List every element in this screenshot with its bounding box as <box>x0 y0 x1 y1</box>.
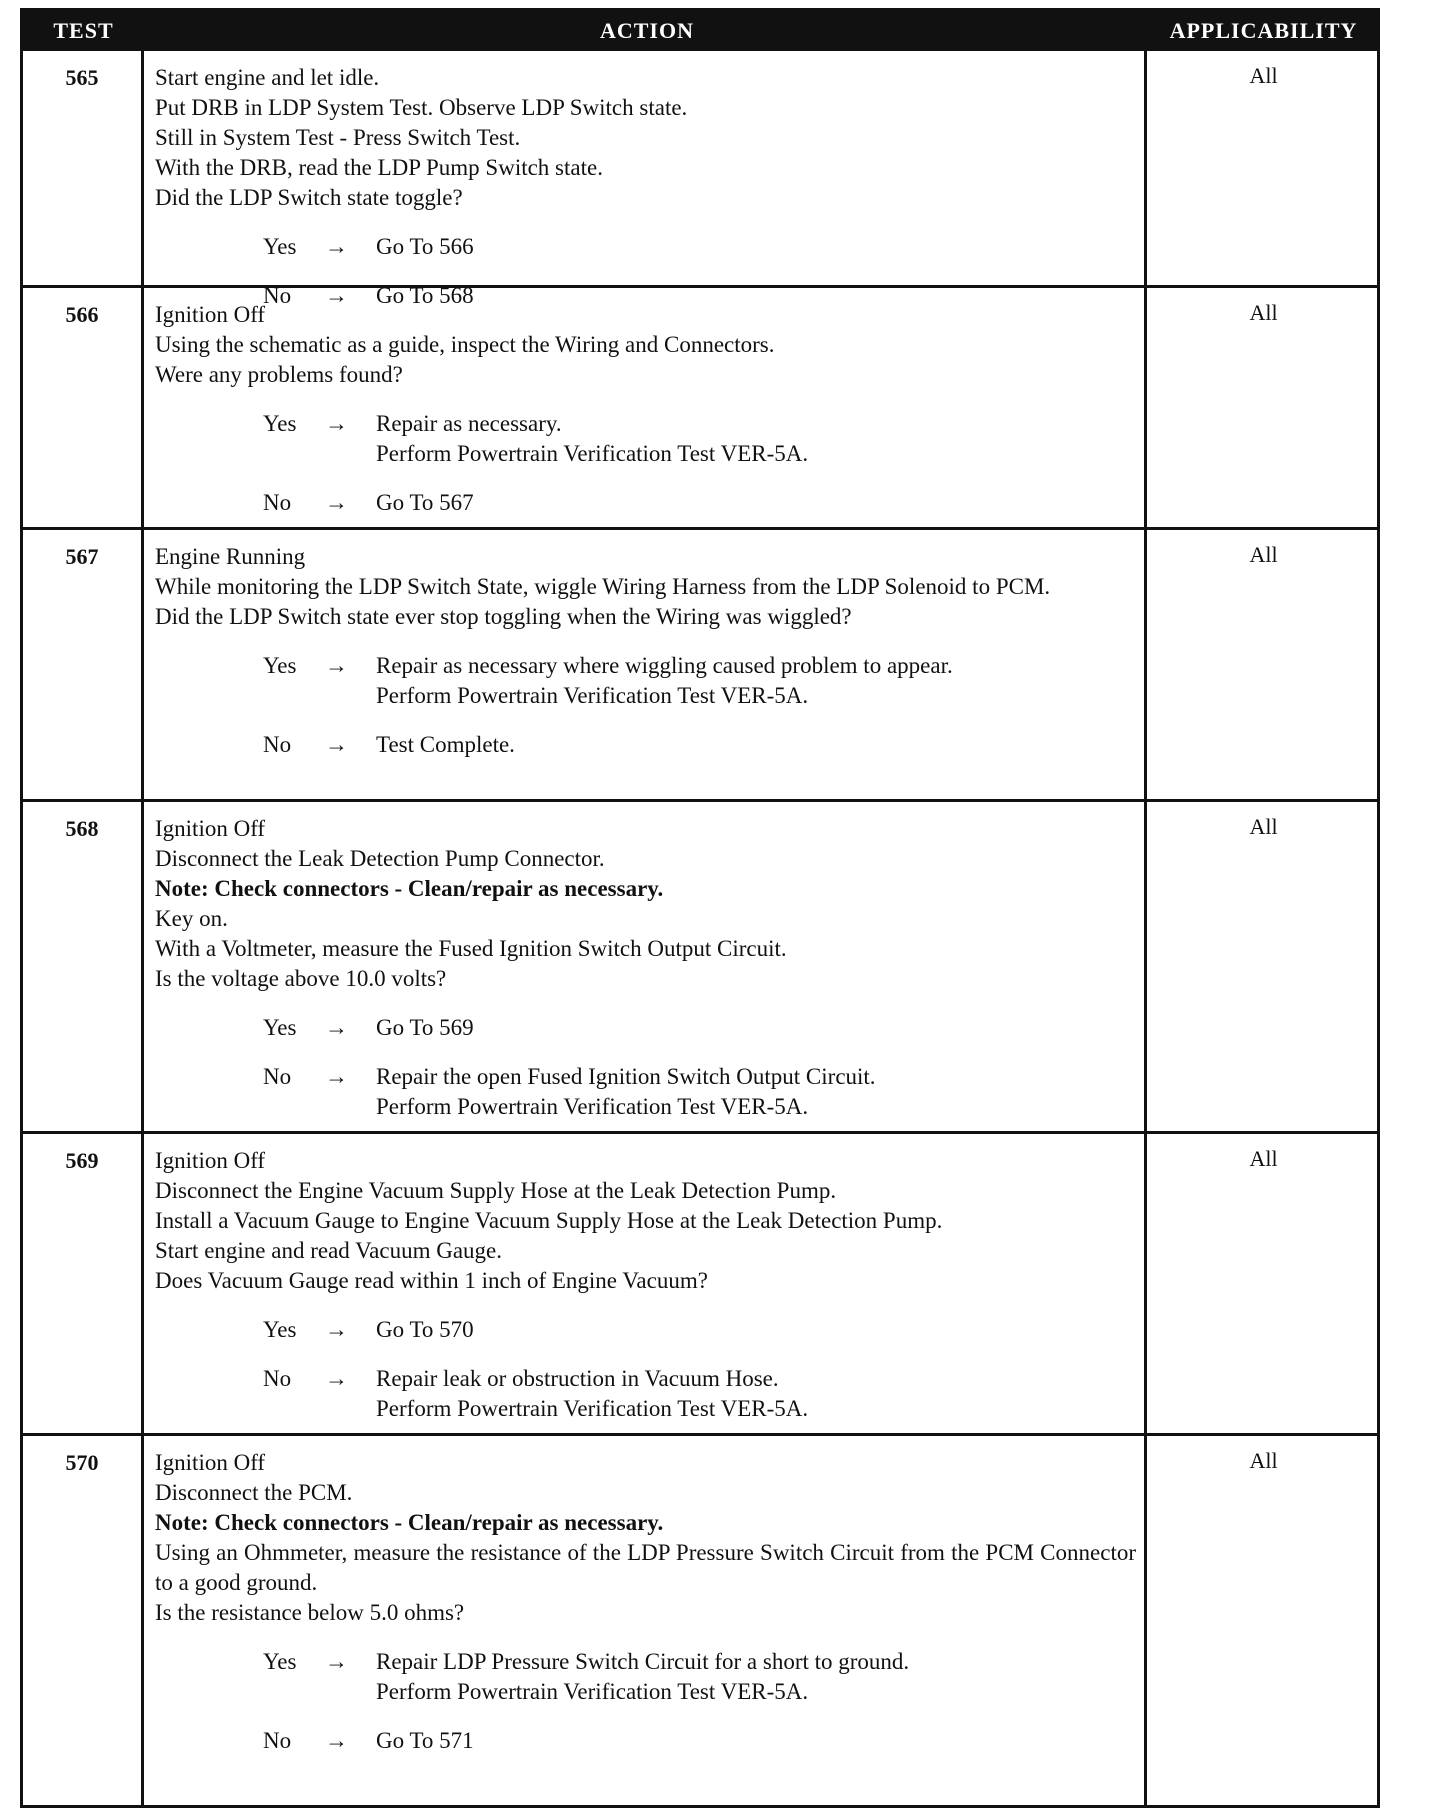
action-line: Did the LDP Switch state ever stop toggling when the Wiring was wiggled? <box>155 604 852 629</box>
answer-yes <box>155 651 1136 711</box>
answer-result-line: Repair as necessary. <box>376 411 562 436</box>
answer-no <box>155 1364 1136 1424</box>
action-line: Start engine and read Vacuum Gauge. <box>155 1238 503 1263</box>
answer-result-line: Repair leak or obstruction in Vacuum Hose. <box>376 1366 779 1391</box>
header-action: ACTION <box>599 18 694 43</box>
applicability-cell: All <box>1249 1448 1278 1473</box>
test-row-570 <box>23 1433 1377 1805</box>
test-row-568 <box>23 799 1377 1131</box>
applicability-cell: All <box>1249 814 1278 839</box>
action-line: Still in System Test - Press Switch Test. <box>155 125 521 150</box>
answer-yes <box>155 1315 1136 1345</box>
test-number: 566 <box>23 288 144 527</box>
right-arrow-icon: → <box>325 234 348 259</box>
diagnostic-table <box>20 8 1380 1808</box>
action-line: Engine Running <box>155 544 306 569</box>
answer-result: Go To 569 <box>376 1015 474 1040</box>
action-line: Using an Ohmmeter, measure the resistance of the LDP Pressure Switch Circuit from the PCM Connector to a good ground. <box>155 1540 1136 1595</box>
answer-label: Yes <box>263 234 297 259</box>
right-arrow-icon: → <box>325 490 348 515</box>
answer-no <box>155 488 1136 518</box>
answer-result: Go To 566 <box>376 234 474 259</box>
action-line: While monitoring the LDP Switch State, wiggle Wiring Harness from the LDP Solenoid to PCM. <box>155 574 1051 599</box>
action-line: Key on. <box>155 906 228 931</box>
right-arrow-icon: → <box>325 1015 348 1040</box>
answer-label: No <box>263 490 292 515</box>
applicability-cell: All <box>1249 300 1278 325</box>
answer-result <box>376 1364 808 1424</box>
answer-result-line: Perform Powertrain Verification Test VER-5A. <box>376 1094 809 1119</box>
applicability-cell: All <box>1249 1146 1278 1171</box>
test-row-567 <box>23 527 1377 799</box>
action-line: Put DRB in LDP System Test. Observe LDP Switch state. <box>155 95 688 120</box>
answer-no <box>155 1726 1136 1756</box>
action-cell <box>147 288 1147 527</box>
answer-label: No <box>263 732 292 757</box>
answer-result: Go To 571 <box>376 1728 474 1753</box>
answer-label: Yes <box>263 411 297 436</box>
answer-result-line: Perform Powertrain Verification Test VER-5A. <box>376 1679 809 1704</box>
answer-yes <box>155 232 1136 262</box>
right-arrow-icon: → <box>325 653 348 678</box>
answer-result: Go To 567 <box>376 490 474 515</box>
action-cell <box>147 802 1147 1131</box>
right-arrow-icon: → <box>325 732 348 757</box>
answer-result-line: Repair as necessary where wiggling caused problem to appear. <box>376 653 953 678</box>
applicability-cell: All <box>1249 63 1278 88</box>
answer-result: Go To 568 <box>376 283 474 308</box>
action-cell <box>147 51 1147 308</box>
action-line: With the DRB, read the LDP Pump Switch state. <box>155 155 603 180</box>
header-applicability: APPLICABILITY <box>1169 18 1358 43</box>
test-number: 565 <box>23 51 144 285</box>
action-line: Ignition Off <box>155 1450 266 1475</box>
answer-label: Yes <box>263 1015 297 1040</box>
answer-no <box>155 1062 1136 1122</box>
answer-result-line: Repair LDP Pressure Switch Circuit for a short to ground. <box>376 1649 910 1674</box>
test-number: 568 <box>23 802 144 1131</box>
answer-label: Yes <box>263 653 297 678</box>
test-number: 570 <box>23 1436 144 1805</box>
action-line: Disconnect the Engine Vacuum Supply Hose at the Leak Detection Pump. <box>155 1178 837 1203</box>
table-header <box>23 11 1377 51</box>
answer-no <box>155 730 1136 760</box>
action-line: Ignition Off <box>155 1148 266 1173</box>
action-cell <box>147 530 1147 799</box>
action-line: Ignition Off <box>155 816 266 841</box>
answer-label: Yes <box>263 1649 297 1674</box>
action-line: Disconnect the Leak Detection Pump Connector. <box>155 846 605 871</box>
answer-result-line: Perform Powertrain Verification Test VER-5A. <box>376 1396 809 1421</box>
answer-result <box>376 651 953 711</box>
answer-result: Go To 570 <box>376 1317 474 1342</box>
right-arrow-icon: → <box>325 1649 348 1674</box>
answer-result <box>376 1062 876 1122</box>
answer-label: No <box>263 283 292 308</box>
action-line: Is the voltage above 10.0 volts? <box>155 966 447 991</box>
action-line: With a Voltmeter, measure the Fused Ignition Switch Output Circuit. <box>155 936 787 961</box>
right-arrow-icon: → <box>325 1064 348 1089</box>
right-arrow-icon: → <box>325 411 348 436</box>
header-test: TEST <box>53 18 114 43</box>
action-cell <box>147 1134 1147 1433</box>
action-line: Is the resistance below 5.0 ohms? <box>155 1600 465 1625</box>
right-arrow-icon: → <box>325 1728 348 1753</box>
action-line: Were any problems found? <box>155 362 403 387</box>
answer-yes <box>155 409 1136 469</box>
answer-result <box>376 1647 909 1707</box>
action-line: Ignition Off <box>155 302 266 327</box>
answer-result-line: Repair the open Fused Ignition Switch Output Circuit. <box>376 1064 876 1089</box>
action-line: Does Vacuum Gauge read within 1 inch of Engine Vacuum? <box>155 1268 708 1293</box>
right-arrow-icon: → <box>325 283 348 308</box>
right-arrow-icon: → <box>325 1317 348 1342</box>
action-line: Did the LDP Switch state toggle? <box>155 185 463 210</box>
test-row-569 <box>23 1131 1377 1433</box>
answer-yes <box>155 1647 1136 1707</box>
answer-label: No <box>263 1064 292 1089</box>
test-row-565 <box>23 51 1377 308</box>
applicability-cell: All <box>1249 542 1278 567</box>
note-line: Note: Check connectors - Clean/repair as necessary. <box>155 1510 664 1535</box>
action-line: Start engine and let idle. <box>155 65 380 90</box>
right-arrow-icon: → <box>325 1366 348 1391</box>
answer-result-line: Perform Powertrain Verification Test VER-5A. <box>376 683 809 708</box>
test-number: 569 <box>23 1134 144 1433</box>
test-row-566 <box>23 285 1377 527</box>
action-line: Using the schematic as a guide, inspect the Wiring and Connectors. <box>155 332 775 357</box>
answer-label: No <box>263 1728 292 1753</box>
test-number: 567 <box>23 530 144 799</box>
answer-label: No <box>263 1366 292 1391</box>
answer-result-line: Perform Powertrain Verification Test VER-5A. <box>376 441 809 466</box>
action-cell <box>147 1436 1147 1805</box>
action-line: Install a Vacuum Gauge to Engine Vacuum Supply Hose at the Leak Detection Pump. <box>155 1208 943 1233</box>
answer-yes <box>155 1013 1136 1043</box>
answer-result: Test Complete. <box>376 732 515 757</box>
answer-label: Yes <box>263 1317 297 1342</box>
note-line: Note: Check connectors - Clean/repair as necessary. <box>155 876 664 901</box>
answer-result <box>376 409 808 469</box>
action-line: Disconnect the PCM. <box>155 1480 353 1505</box>
